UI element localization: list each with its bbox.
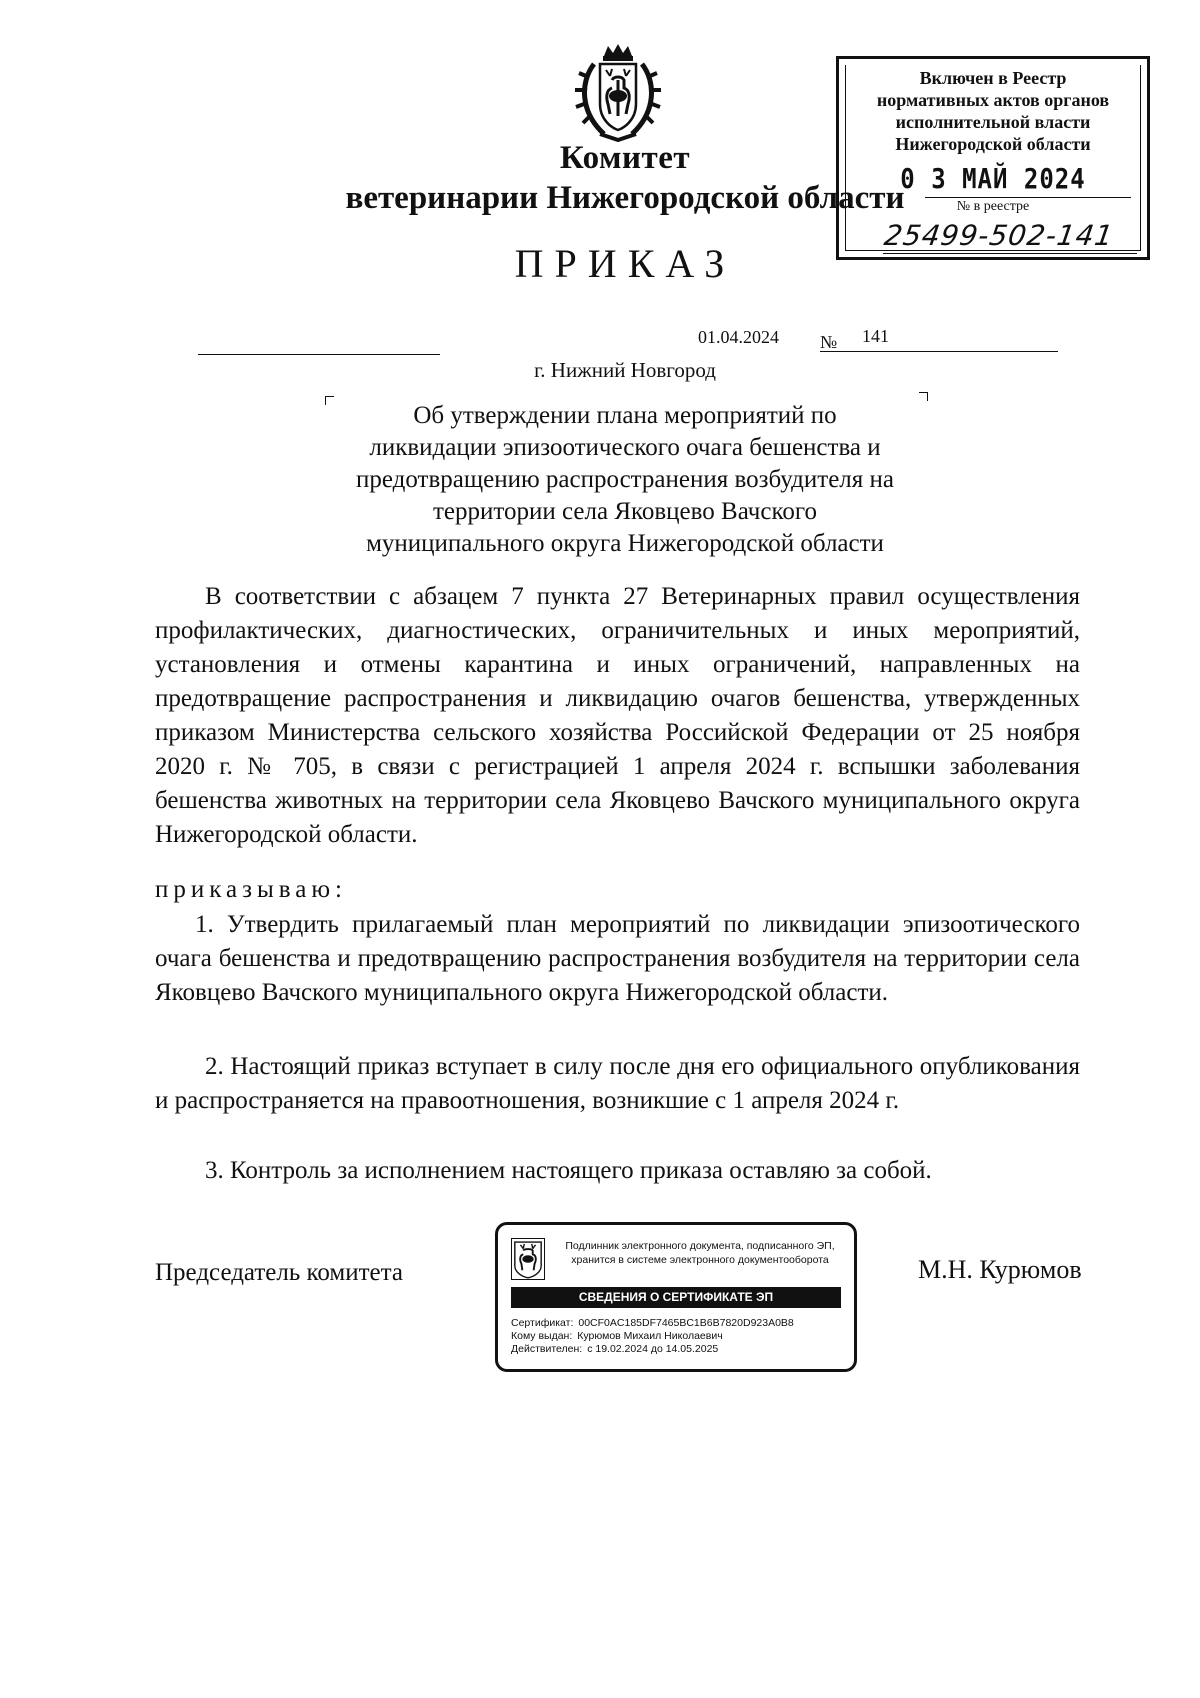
certificate-key: Сертификат: <box>511 1317 574 1329</box>
order-item-3: 3. Контроль за исполнением настоящего приказа оставляю за собой. <box>205 1157 932 1184</box>
organization-name-line1: Комитет <box>559 140 691 176</box>
signatory-name: М.Н. Курюмов <box>918 1255 1082 1284</box>
electronic-signature-stamp <box>495 1222 857 1372</box>
coat-of-arms-icon <box>572 42 664 142</box>
stamp-divider <box>925 197 1131 198</box>
certificate-details <box>511 1317 794 1356</box>
certificate-value: 00CF0AC185DF7465BC1B6B7820D923A0B8 <box>578 1317 794 1329</box>
city: г. Нижний Новгород <box>534 358 716 382</box>
ep-caption <box>550 1239 850 1267</box>
order-item-1: 1. Утвердить прилагаемый план мероприятий по ликвидации эпизоотического очага бешенства и предотвращению распространения возбудителя на территории села Яковцево Вачского муниципального округа Нижегородской области. <box>155 911 1080 1006</box>
certificate-row <box>511 1330 794 1343</box>
number-sign: № <box>820 332 838 352</box>
certificate-info-band: СВЕДЕНИЯ О СЕРТИФИКАТЕ ЭП <box>511 1287 841 1308</box>
subject-text: Об утверждении плана мероприятий по ликвидации эпизоотического очага бешенства и предотвращению распространения возбудителя на территории села Яковцево Вачского муниципального округа Нижегородской области <box>355 402 894 557</box>
certificate-row <box>511 1343 794 1356</box>
stamp-line: Включен в Реестр <box>919 68 1067 88</box>
deer-emblem-icon <box>511 1238 545 1280</box>
document-date: 01.04.2024 <box>698 327 779 347</box>
stamp-underline <box>883 253 1137 254</box>
certificate-key: Действителен: <box>511 1343 583 1355</box>
ep-caption-line: хранится в системе электронного документооборота <box>571 1254 829 1266</box>
stamp-line: нормативных актов органов <box>876 90 1110 110</box>
ep-caption-line: Подлинник электронного документа, подписанного ЭП, <box>565 1240 835 1252</box>
certificate-row <box>511 1317 794 1330</box>
certificate-value: с 19.02.2024 до 14.05.2025 <box>587 1343 719 1355</box>
stamp-line: Нижегородской области <box>895 134 1091 154</box>
stamp-line: исполнительной власти <box>895 112 1091 132</box>
registry-number-label: № в реестре <box>956 199 1030 214</box>
document-type-title: ПРИКАЗ <box>514 241 736 286</box>
registry-stamp <box>836 56 1150 260</box>
document-subject <box>0 400 1200 560</box>
organization-name-line2: ветеринарии Нижегородской области <box>345 180 905 216</box>
preamble-paragraph: В соответствии с абзацем 7 пункта 27 Ветеринарных правил осуществления профилактических, диагностических, ограничительных и иных мероприятий, установления и отмены карантина и иных ограничений, направленных на предотвращение распространения и ликвидацию очагов бешенства, утвержденных приказом Министерства сельского хозяйства Российской Федерации от 25 ноября 2020 г. № 705, в связи с регистрацией 1 апреля 2024 г. вспышки заболевания бешенства животных на территории села Яковцево Вачского муниципального округа Нижегородской области. <box>155 583 1080 848</box>
certificate-value: Курюмов Михаил Николаевич <box>577 1330 723 1342</box>
stamp-text <box>839 67 1147 155</box>
document-number: 141 <box>862 326 889 346</box>
date-underline-left <box>198 354 440 355</box>
registry-number-handwritten: 25499-502-141 <box>882 219 1116 252</box>
stamp-date: 0 3 МАЙ 2024 <box>900 162 1086 196</box>
command-word: приказываю: <box>155 876 347 903</box>
signatory-position: Председатель комитета <box>155 1259 403 1286</box>
order-item-2: 2. Настоящий приказ вступает в силу после дня его официального опубликования и распространяется на правоотношения, возникшие с 1 апреля 2024 г. <box>155 1053 1080 1114</box>
number-underline <box>820 351 1058 352</box>
certificate-key: Кому выдан: <box>511 1330 573 1342</box>
